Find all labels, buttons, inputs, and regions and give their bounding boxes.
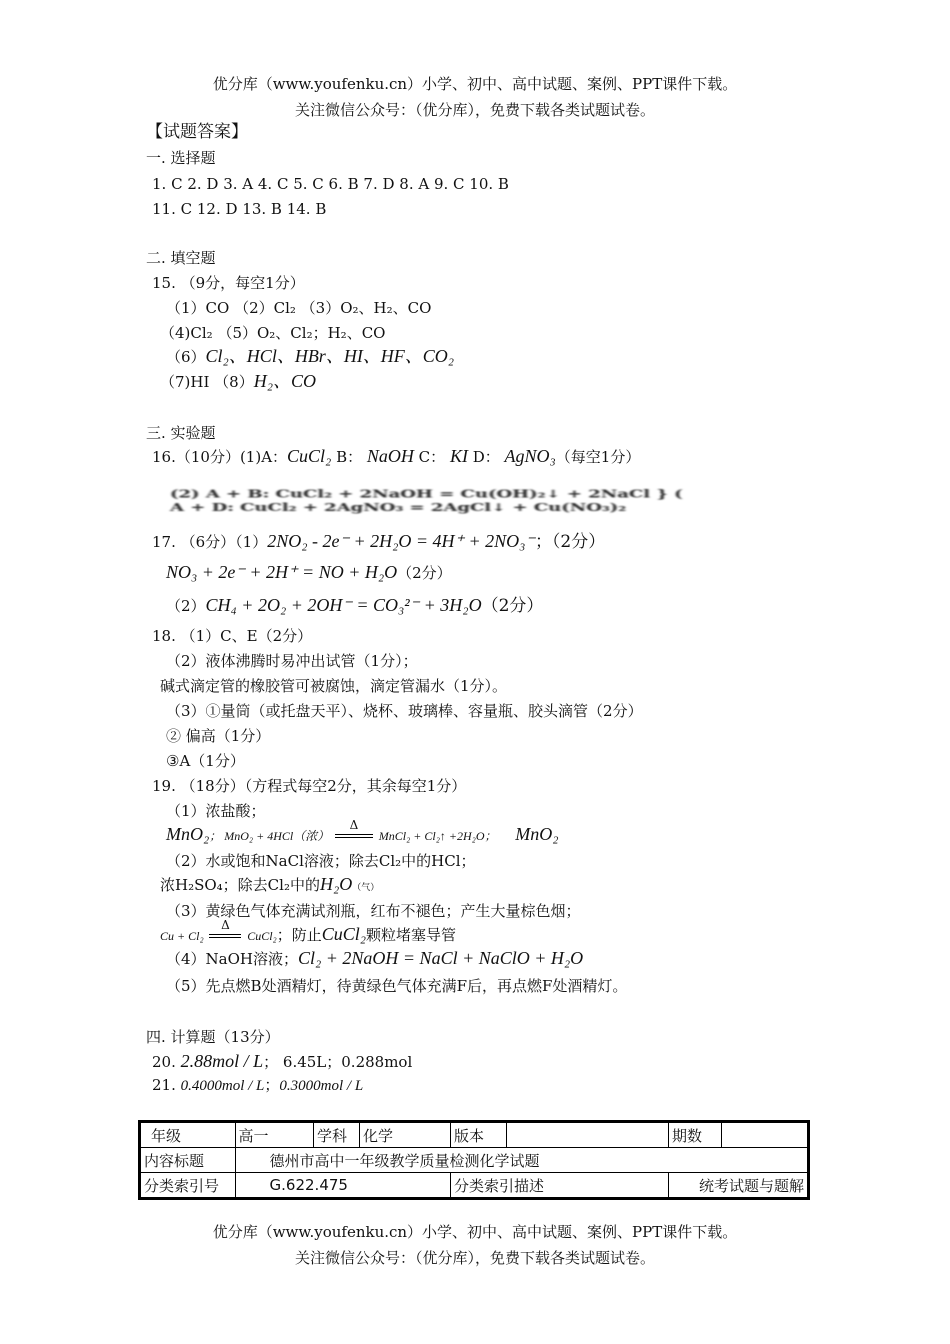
q17-line-1: [152, 531, 605, 552]
issue-label: 期数: [668, 1123, 721, 1148]
q16-b: NaOH: [366, 446, 414, 466]
section-3-heading: 三. 实验题: [146, 424, 216, 442]
q17-prefix: 17. （6分）（1）: [152, 533, 268, 551]
q19-line-3: [166, 818, 559, 846]
q21-conc-2: 0.3000mol / L: [279, 1078, 364, 1094]
q19-line-7: [160, 918, 457, 946]
q15-line-3: [166, 346, 454, 367]
q17-eq2: NO₃ + 2e⁻ + 2H⁺ = NO + H₂O: [166, 562, 398, 582]
version-label: 版本: [451, 1123, 507, 1148]
q19-block-pipe: 颗粒堵塞导管: [366, 926, 457, 944]
q19-line-8: [166, 948, 583, 969]
subject-value: 化学: [359, 1123, 450, 1148]
q19-line-9: （5）先点燃B处酒精灯，待黄绿色气体充满F后，再点燃F处酒精灯。: [166, 977, 628, 995]
q19-heat-arrow-2: [208, 918, 242, 945]
q21-sep: ；: [264, 1076, 280, 1094]
q19-naoh-eq: Cl₂ + 2NaOH = NaCl + NaClO + H₂O: [298, 948, 584, 968]
q18-line-4: （3）①量筒（或托盘天平）、烧杯、玻璃棒、容量瓶、胶头滴管（2分）: [166, 702, 643, 720]
q19-eq-right: MnCl₂ + Cl₂↑ +2H₂O；: [378, 829, 497, 843]
q21-label: 21.: [152, 1076, 181, 1094]
q19-cucl2: CuCl₂: [321, 924, 366, 944]
q19-h2o: H₂O: [319, 874, 353, 894]
grade-value: 高一: [235, 1123, 313, 1148]
version-value: [506, 1123, 668, 1148]
q19-gas-note: （气）: [352, 883, 380, 893]
meta-row-2: [141, 1148, 808, 1173]
q17-line-3: [166, 595, 543, 616]
q16-c-label: C：: [413, 448, 446, 466]
q21-line: [152, 1075, 363, 1096]
desc-label: 分类索引描述: [451, 1173, 669, 1198]
q17-line-2: [166, 562, 452, 583]
q15-line-2: （4)Cl₂ （5）O₂、Cl₂；H₂、CO: [160, 324, 386, 342]
footer-line-1: 优分库（www.youfenku.cn）小学、初中、高中试题、案例、PPT课件下载。: [212, 1223, 738, 1241]
meta-row-3: [141, 1173, 808, 1198]
q18-line-3: 碱式滴定管的橡胶管可被腐蚀，滴定管漏水（1分）。: [160, 677, 508, 695]
q20-line: [152, 1051, 412, 1072]
q18-line-6: ③A（1分）: [166, 752, 245, 770]
q19-heat-arrow: [334, 818, 374, 845]
q16-d-label: D：: [467, 448, 500, 466]
q15-line-3-formula: Cl₂、HCl、HBr、HI、HF、CO₂: [205, 346, 455, 366]
q17-tail3: （2分）: [481, 596, 544, 616]
q21-conc-1: 0.4000mol / L: [180, 1078, 265, 1094]
q19-line-5: [160, 874, 379, 898]
q19-cucl2-product: CuCl₂: [247, 929, 277, 943]
footer-line-2: 关注微信公众号：（优分库），免费下载各类试题试卷。: [294, 1249, 655, 1267]
q15-line-1: （1）CO （2）Cl₂ （3）O₂、H₂、CO: [166, 299, 432, 317]
choice-answers-row-1: 1. C 2. D 3. A 4. C 5. C 6. B 7. D 8. A 9. C 10. B: [152, 175, 509, 193]
q19-delta-2: Δ: [221, 918, 230, 932]
header-line-1: 优分库（www.youfenku.cn）小学、初中、高中试题、案例、PPT课件下载。: [212, 75, 738, 93]
q19-line-1: 19. （18分）（方程式每空2分，其余每空1分）: [152, 777, 467, 795]
q16-blurred-equations: [170, 488, 940, 514]
q16-blur-line-2: A + D: CuCl₂ + 2AgNO₃ = 2AgCl↓ + Cu(NO₃)₂: [170, 501, 627, 514]
q19-line-6: （3）黄绿色气体充满试剂瓶，红布不褪色；产生大量棕色烟；: [166, 902, 581, 920]
q19-line-4: （2）水或饱和NaCl溶液；除去Cl₂中的HCl；: [166, 852, 476, 870]
desc-value: 统考试题与题解: [668, 1173, 807, 1198]
q17-prefix3: （2）: [166, 597, 206, 615]
q16-c: KI: [449, 446, 468, 466]
q16-a: CuCl₂: [287, 446, 332, 466]
q19-line-2: （1）浓盐酸；: [166, 802, 266, 820]
q15-line-3-prefix: （6）: [166, 348, 206, 366]
choice-answers-row-2: 11. C 12. D 13. B 14. B: [152, 200, 327, 218]
q19-mno2-a: MnO₂: [166, 824, 210, 844]
q20-conc: 2.88mol / L: [180, 1051, 264, 1071]
subject-label: 学科: [313, 1123, 359, 1148]
q19-naoh-label: （4）NaOH溶液；: [166, 950, 298, 968]
index-value: G.622.475: [235, 1173, 450, 1198]
q16-blur-line-1: (2) A + B: CuCl₂ + 2NaOH = Cu(OH)₂↓ + 2NaCl } (: [170, 488, 683, 501]
title-value: 德州市高中一年级教学质量检测化学试题: [235, 1148, 807, 1173]
answer-title: 【试题答案】: [146, 122, 248, 142]
grade-label: 年级: [141, 1123, 236, 1148]
q19-line-5-text: 浓H₂SO₄；除去Cl₂中的: [160, 876, 320, 894]
q17-eq1: 2NO₂ - 2e⁻ + 2H₂O = 4H⁺ + 2NO₃⁻: [267, 531, 535, 551]
q15-line-4: [160, 371, 316, 392]
q18-line-1: 18. （1）C、E（2分）: [152, 627, 313, 645]
q15-header: 15. （9分，每空1分）: [152, 274, 305, 292]
title-label: 内容标题: [141, 1148, 236, 1173]
section-1-heading: 一. 选择题: [146, 149, 216, 167]
q16-tail: （每空1分）: [555, 448, 641, 466]
section-2-heading: 二. 填空题: [146, 249, 216, 267]
header-line-2: 关注微信公众号：（优分库），免费下载各类试题试卷。: [294, 101, 655, 119]
q15-line-4-formula: H₂、CO: [253, 371, 316, 391]
q19-eq-left: ； MnO₂ + 4HCl（浓）: [209, 829, 330, 843]
q19-cu-cl2: Cu + Cl₂: [160, 929, 204, 943]
q18-line-2: （2）液体沸腾时易冲出试管（1分）；: [166, 652, 418, 670]
q20-label: 20.: [152, 1053, 181, 1071]
q18-line-5: ② 偏高（1分）: [166, 727, 271, 745]
q20-rest: ； 6.45L；0.288mol: [263, 1053, 413, 1071]
q17-eq3: CH₄ + 2O₂ + 2OH⁻ = CO₃²⁻ + 3H₂O: [205, 595, 482, 615]
q16-line: [152, 446, 640, 467]
q17-tail2: （2分）: [397, 564, 452, 582]
q19-prevent: ；防止: [276, 926, 322, 944]
q19-mno2-b: MnO₂: [515, 824, 559, 844]
section-4-heading: 四. 计算题（13分）: [146, 1028, 280, 1046]
q16-b-label: B：: [331, 448, 363, 466]
issue-value: [721, 1123, 807, 1148]
q15-line-4-prefix: （7)HI （8）: [160, 373, 254, 391]
index-label: 分类索引号: [141, 1173, 236, 1198]
metadata-table: [140, 1122, 808, 1198]
q16-prefix: 16.（10分）(1)A：: [152, 448, 288, 466]
meta-row-1: [141, 1123, 808, 1148]
q17-tail1: ；（2分）: [534, 532, 606, 552]
q19-delta: Δ: [349, 818, 359, 832]
q16-d: AgNO₃: [504, 446, 556, 466]
